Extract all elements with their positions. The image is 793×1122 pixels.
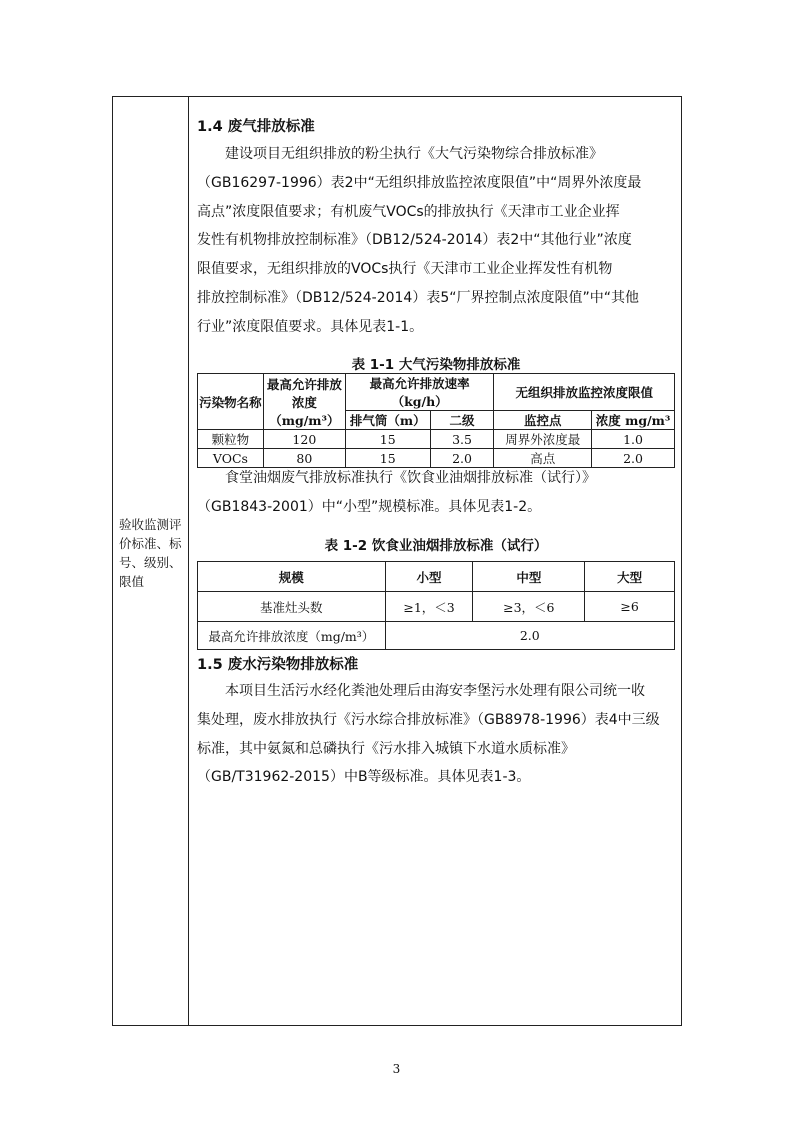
paragraph-1-5 bbox=[197, 677, 675, 792]
header-unorganized: 无组织排放监控浓度限值 bbox=[494, 374, 675, 411]
header-point: 监控点 bbox=[494, 411, 592, 430]
text-line: （GB16297-1996）表2中“无组织排放监控浓度限值”中“周界外浓度最 bbox=[197, 174, 642, 191]
paragraph-oil-fume bbox=[197, 464, 675, 522]
text-line: 食堂油烟废气排放标准执行《饮食业油烟排放标准（试行）》 bbox=[197, 470, 596, 486]
cell: 基准灶头数 bbox=[198, 592, 386, 622]
table-row bbox=[198, 622, 675, 650]
header-pollutant: 污染物名称 bbox=[198, 374, 264, 430]
cell: 最高允许排放浓度（mg/m³） bbox=[198, 622, 386, 650]
text-line: 行业”浓度限值要求。具体见表1-1。 bbox=[197, 318, 424, 335]
row-label: 验收监测评价标准、标号、级别、限值 bbox=[119, 517, 182, 589]
cell: 周界外浓度最 bbox=[494, 430, 592, 449]
text-line: 集处理，废水排放执行《污水综合排放标准》（GB8978-1996）表4中三级 bbox=[197, 711, 660, 728]
cell: 80 bbox=[263, 449, 345, 468]
header-medium: 中型 bbox=[473, 562, 585, 592]
form-frame bbox=[112, 96, 682, 1026]
cell: 2.0 bbox=[430, 449, 494, 468]
cell: ≥1，＜3 bbox=[385, 592, 473, 622]
text-line: 排放控制标准》（DB12/524-2014）表5“厂界控制点浓度限值”中“其他 bbox=[197, 289, 639, 306]
cell: ≥6 bbox=[585, 592, 675, 622]
text-line: 限值要求，无组织排放的VOCs执行《天津市工业企业挥发性有机物 bbox=[197, 261, 613, 278]
header-small: 小型 bbox=[385, 562, 473, 592]
table-1-2 bbox=[197, 561, 675, 650]
cell: 高点 bbox=[494, 449, 592, 468]
header-large: 大型 bbox=[585, 562, 675, 592]
cell: VOCs bbox=[198, 449, 264, 468]
cell: 颗粒物 bbox=[198, 430, 264, 449]
cell: 1.0 bbox=[592, 430, 675, 449]
heading-1-4: 1.4 废气排放标准 bbox=[197, 119, 315, 135]
header-scale: 规模 bbox=[198, 562, 386, 592]
heading-1-5: 1.5 废水污染物排放标准 bbox=[197, 657, 359, 673]
header-conc: 浓度 mg/m³ bbox=[592, 411, 675, 430]
cell: ≥3，＜6 bbox=[473, 592, 585, 622]
header-max-conc: 最高允许排放浓度（mg/m³） bbox=[263, 374, 345, 430]
table-row bbox=[198, 592, 675, 622]
page-number: 3 bbox=[392, 1062, 401, 1076]
text-line: 标准，其中氨氮和总磷执行《污水排入城镇下水道水质标准》 bbox=[197, 740, 575, 757]
text-line: （GB1843-2001）中“小型”规模标准。具体见表1-2。 bbox=[197, 498, 542, 515]
table-1-1 bbox=[197, 373, 675, 468]
text-line: 高点”浓度限值要求；有机废气VOCs的排放执行《天津市工业企业挥 bbox=[197, 203, 620, 220]
text-line: 本项目生活污水经化粪池处理后由海安李堡污水处理有限公司统一收 bbox=[197, 683, 645, 699]
cell: 15 bbox=[345, 449, 430, 468]
header-stack: 排气筒（m） bbox=[345, 411, 430, 430]
header-grade2: 二级 bbox=[430, 411, 494, 430]
header-rate: 最高允许排放速率（kg/h） bbox=[345, 374, 494, 411]
table-row bbox=[198, 430, 675, 449]
paragraph-1-4 bbox=[197, 140, 675, 342]
cell: 120 bbox=[263, 430, 345, 449]
text-line: 发性有机物排放控制标准》（DB12/524-2014）表2中“其他行业”浓度 bbox=[197, 232, 632, 249]
cell: 2.0 bbox=[385, 622, 674, 650]
text-line: （GB/T31962-2015）中B等级标准。具体见表1-3。 bbox=[197, 769, 531, 786]
table-1-1-caption: 表 1-1 大气污染物排放标准 bbox=[351, 357, 521, 373]
text-line: 建设项目无组织排放的粉尘执行《大气污染物综合排放标准》 bbox=[197, 146, 603, 162]
label-column bbox=[113, 97, 189, 1025]
table-1-2-caption: 表 1-2 饮食业油烟排放标准（试行） bbox=[324, 538, 548, 554]
cell: 2.0 bbox=[592, 449, 675, 468]
cell: 3.5 bbox=[430, 430, 494, 449]
cell: 15 bbox=[345, 430, 430, 449]
